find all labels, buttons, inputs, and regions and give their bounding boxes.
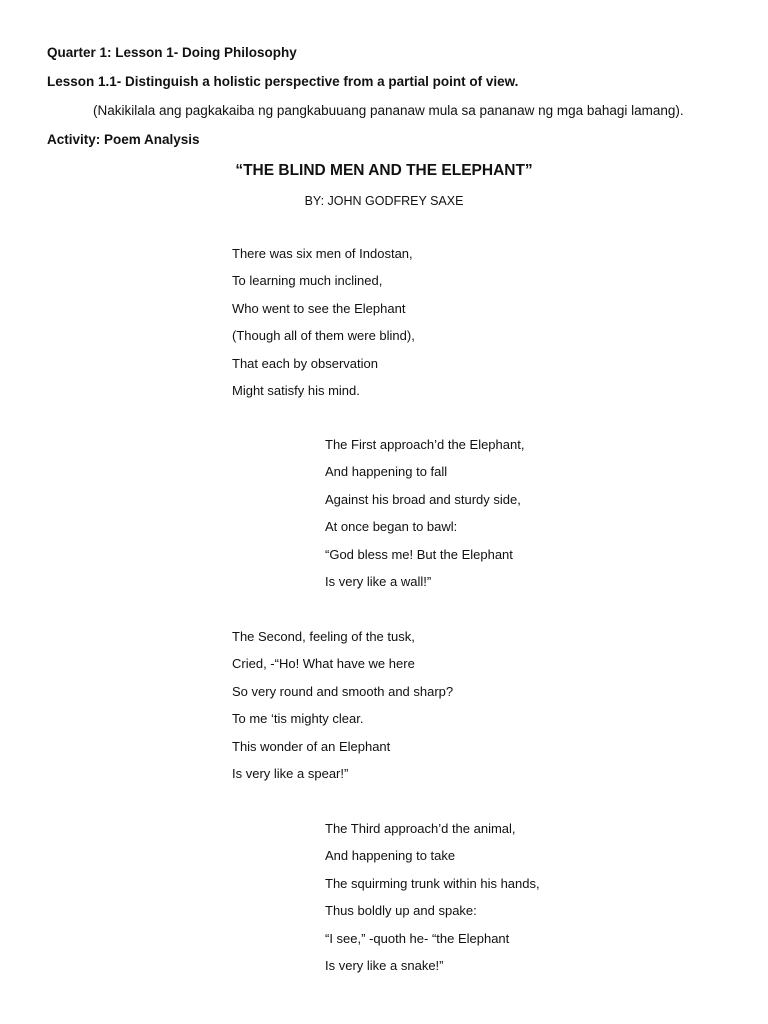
poem-byline: BY: JOHN GODFREY SAXE xyxy=(304,194,464,208)
poem-line: To learning much inclined, xyxy=(232,273,383,289)
poem-line: Who went to see the Elephant xyxy=(232,300,406,316)
poem-line: At once began to bawl: xyxy=(325,519,458,535)
poem-title: “THE BLIND MEN AND THE ELEPHANT” xyxy=(235,162,533,179)
poem-line: Is very like a snake!” xyxy=(325,957,444,973)
stanza-2 xyxy=(325,436,524,600)
poem-line: The squirming trunk within his hands, xyxy=(325,875,540,891)
stanza-1 xyxy=(232,245,415,409)
stanza-4 xyxy=(325,820,540,984)
poem-line: “I see,” -quoth he- “the Elephant xyxy=(325,930,510,946)
poem-line: (Though all of them were blind), xyxy=(232,328,415,344)
poem-line: So very round and smooth and sharp? xyxy=(232,683,454,699)
poem-line: To me ‘tis mighty clear. xyxy=(232,711,364,727)
poem-line: There was six men of Indostan, xyxy=(232,246,413,261)
poem-line: The First approach’d the Elephant, xyxy=(325,437,525,452)
activity-heading: Activity: Poem Analysis xyxy=(47,132,200,147)
lesson-translation: (Nakikilala ang pagkakaiba ng pangkabuuang pananaw mula sa pananaw ng mga bahagi lamang). xyxy=(93,103,684,118)
poem-line: Thus boldly up and spake: xyxy=(325,903,477,919)
poem-line: The Third approach’d the animal, xyxy=(325,821,516,836)
poem-line: Is very like a wall!” xyxy=(325,573,432,589)
poem-line: This wonder of an Elephant xyxy=(232,738,391,754)
poem-line: “God bless me! But the Elephant xyxy=(325,546,513,562)
stanza-3 xyxy=(232,628,453,792)
poem-line: That each by observation xyxy=(232,355,378,371)
poem-line: Cried, -“Ho! What have we here xyxy=(232,656,415,672)
poem-line: Might satisfy his mind. xyxy=(232,382,360,398)
poem-line: The Second, feeling of the tusk, xyxy=(232,629,415,644)
quarter-heading: Quarter 1: Lesson 1- Doing Philosophy xyxy=(47,45,297,60)
poem-line: Against his broad and sturdy side, xyxy=(325,491,521,507)
poem-line: And happening to fall xyxy=(325,464,448,480)
lesson-heading: Lesson 1.1- Distinguish a holistic perspective from a partial point of view. xyxy=(47,74,519,89)
poem-line: Is very like a spear!” xyxy=(232,765,349,781)
poem-line: And happening to take xyxy=(325,848,456,864)
